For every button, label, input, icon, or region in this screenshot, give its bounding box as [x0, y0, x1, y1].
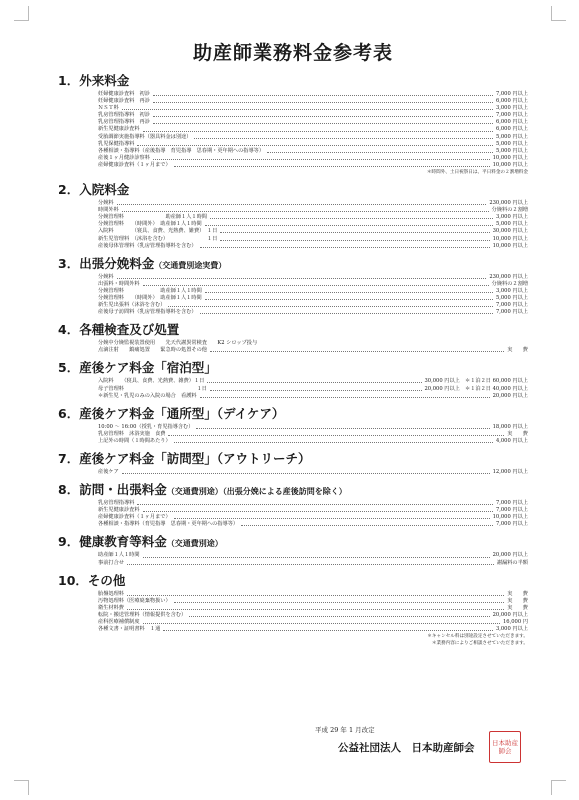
dot-leader: [168, 435, 504, 436]
fee-item-label: ＮＳＴ料: [98, 105, 119, 112]
dot-leader: [163, 630, 493, 631]
fee-row: [58, 98, 528, 105]
section: [58, 254, 528, 317]
fee-item-label: 分娩管理料 助産師１人１時間: [98, 287, 202, 294]
section-title-text: 2．入院料金: [58, 182, 130, 198]
section-title: [58, 532, 528, 550]
dot-leader: [122, 109, 493, 110]
section-title-text: 1．外来料金: [58, 73, 130, 88]
fee-item-price: 7,000 円以上: [495, 507, 528, 514]
fee-item-price: 16,000 円: [503, 619, 528, 626]
fee-item-price: 実 費: [507, 347, 528, 354]
fee-item-price: 7,000 円以上: [495, 91, 528, 97]
fee-item-price: 3,000 円以上: [495, 626, 528, 633]
fee-row: [58, 281, 528, 288]
dot-leader: [207, 382, 421, 383]
fee-item-label: 事前打合せ: [98, 559, 124, 566]
section-subtitle: （交通費別途実費）: [154, 260, 227, 270]
fee-item-price: 12,000 円以上: [492, 469, 528, 475]
dot-leader: [267, 152, 493, 153]
fee-item-label: 衛生材料費: [98, 604, 124, 611]
section-title-text: 6．産後ケア料金「通所型」（デイケア）: [58, 405, 285, 421]
dot-leader: [220, 240, 489, 241]
fee-row: [58, 162, 528, 169]
fee-item-price: 10,000 円以上: [492, 242, 528, 249]
dot-leader: [127, 564, 494, 565]
fee-row: [58, 552, 528, 559]
fee-item-price: 5,000 円以上: [495, 221, 528, 228]
section-title: [58, 320, 528, 338]
section-note: ＊時間外、土日祝祭日は、平日料金の２割増料金: [426, 170, 528, 176]
dot-leader: [174, 602, 505, 603]
fee-item-price: 7,000 円以上: [495, 302, 528, 309]
section-title-text: 4．各種検査及び処置: [58, 322, 180, 338]
fee-row: [58, 521, 528, 528]
fee-item-label: 妊婦健康診査料 初診: [98, 91, 150, 97]
dot-leader: [194, 138, 493, 139]
dot-leader: [205, 299, 493, 300]
dot-leader: [143, 623, 500, 624]
fee-item-price: 30,000 円以上 ＊１泊２日 60,000 円以上: [424, 378, 528, 385]
section-subtitle: （交通費別途）（出張分娩による産後訪問を除く）: [166, 487, 347, 497]
fee-item-label: 胎盤処理料: [98, 590, 124, 597]
fee-row: [58, 347, 528, 354]
fee-item-label: 乳房管理料 沐浴実施 食費: [98, 430, 166, 437]
fee-item-price: 7,000 円以上: [495, 521, 528, 528]
fee-item-price: 10,000 円以上: [492, 154, 528, 161]
fee-item-label: 上記外の時間（１時間あたり）: [98, 437, 171, 444]
sections: [58, 71, 528, 647]
section-title: [58, 571, 528, 589]
fee-item-label: 産科医療補償制度: [98, 619, 140, 626]
fee-row: [58, 378, 528, 385]
fee-item-price: 実 費: [507, 597, 528, 604]
fee-item-label: 助産師１人１時間: [98, 552, 140, 559]
fee-item-label: 分娩料: [98, 273, 114, 280]
fee-item-price: 5,000 円以上: [495, 133, 528, 140]
fee-item-label: 乳房管理指導料 初診: [98, 112, 150, 119]
fee-item-label: ＊新生児・乳児のみの入院の場合 看護料: [98, 392, 197, 399]
fee-item-price: 分娩料の２割増: [491, 207, 528, 214]
fee-item-label: 分娩管理料 助産師１人１時間: [98, 214, 207, 221]
fee-item-price: 10,000 円以上: [492, 161, 528, 168]
dot-leader: [143, 511, 493, 512]
dot-leader: [174, 518, 490, 519]
dot-leader: [174, 442, 493, 443]
fee-item-label: 産後母子訪問料（乳房管理指導料を含む）: [98, 309, 197, 316]
dot-leader: [174, 166, 490, 167]
dot-leader: [200, 313, 493, 314]
fee-item-label: 乳房管理指導料: [98, 500, 135, 507]
dot-leader: [137, 504, 493, 505]
fee-item-label: 産後母体管理料（乳房管理指導料を含む）: [98, 242, 197, 249]
fee-row: [58, 612, 528, 619]
fee-item-price: 3,000 円以上: [495, 214, 528, 221]
fee-row: [58, 598, 528, 605]
fee-item-price: 5,000 円以上: [495, 140, 528, 147]
fee-row: [58, 200, 528, 207]
fee-item-label: 産後１ヶ月健診診察料: [98, 154, 150, 161]
dot-leader: [153, 116, 493, 117]
section-title-text: 3．出張分娩料金: [58, 255, 155, 271]
fee-row: [58, 274, 528, 281]
fee-item-label: 分娩中分娩監視装置使用 先天代謝異常検査 K2 シロップ投与: [98, 340, 258, 347]
dot-leader: [153, 102, 493, 103]
section-title-text: 7．産後ケア料金「訪問型」（アウトリーチ）: [58, 451, 311, 466]
section: [58, 532, 528, 566]
dot-leader: [143, 131, 493, 132]
dot-leader: [220, 232, 489, 233]
section-note: ＊業務内容によりご相談させていただきます。: [431, 641, 528, 647]
dot-leader: [210, 351, 504, 352]
section-title-text: 5．産後ケア料金「宿泊型」: [58, 360, 217, 376]
fee-row: [58, 626, 528, 633]
fee-row: [58, 148, 528, 155]
fee-item-price: 7,000 円以上: [495, 112, 528, 119]
fee-row: [58, 591, 528, 598]
fee-item-label: 乳児保健指導料: [98, 140, 135, 147]
fee-item-label: 分娩管理料 （時間外） 助産師１人１時間: [98, 221, 202, 228]
fee-row: [58, 141, 528, 148]
section-title-text: 8．訪問・出張料金: [58, 482, 167, 498]
section-title: [58, 480, 528, 498]
fee-row: [58, 243, 528, 250]
fee-row: [58, 431, 528, 438]
fee-item-label: 産後ケア: [98, 469, 119, 475]
fee-item-price: 20,000 円以上: [492, 392, 528, 399]
fee-item-price: 230,000 円以上: [489, 200, 528, 207]
organization-name: 公益社団法人 日本助産師会: [338, 742, 475, 754]
fee-item-price: 3,000 円以上: [495, 105, 528, 112]
fee-row: [58, 295, 528, 302]
fee-row: [58, 288, 528, 295]
section-title: [58, 180, 528, 198]
fee-item-label: 汚物処理料（医療廃棄物扱い）: [98, 597, 171, 604]
fee-item-label: 新生児健康診査料: [98, 507, 140, 514]
dot-leader: [143, 557, 490, 558]
dot-leader: [122, 211, 489, 212]
section: [58, 571, 528, 648]
fee-item-price: 6,000 円以上: [495, 119, 528, 126]
fee-row: [58, 560, 528, 567]
page-title: 助産師業務料金参考表: [192, 42, 393, 64]
fee-row: [58, 469, 528, 476]
section: [58, 71, 528, 176]
fee-item-label: 新生児管理料 （沐浴を含む） １日: [98, 235, 218, 242]
fee-row: [58, 309, 528, 316]
fee-item-price: 7,000 円以上: [495, 309, 528, 316]
dot-leader: [153, 159, 490, 160]
fee-item-price: 10,000 円以上: [492, 235, 528, 242]
fee-item-price: 7,000 円以上: [495, 500, 528, 507]
fee-item-label: 各種相談・指導料（産後指導 育児指導 思春期・更年期への指導等）: [98, 147, 265, 154]
fee-row: [58, 605, 528, 612]
section-subtitle: （交通費別途）: [166, 539, 223, 549]
dot-leader: [241, 525, 493, 526]
fee-item-price: 20,000 円以上: [492, 552, 528, 559]
section: [58, 480, 528, 528]
fee-item-label: 10:00 ～ 16:00（授乳・育児指導含む）: [98, 423, 194, 430]
fee-item-label: 分娩料: [98, 200, 114, 207]
section-title-text: 9．健康教育等料金: [58, 534, 167, 550]
fee-item-label: 入院料 （寝具、食費、光熱費、雑費）１日: [98, 378, 205, 385]
fee-row: [58, 438, 528, 445]
crop-mark-tl: [14, 6, 29, 21]
dot-leader: [210, 390, 422, 391]
section: [58, 404, 528, 445]
organization-seal: 日本助産師会: [489, 731, 521, 763]
fee-item-price: 20,000 円以上: [492, 611, 528, 618]
dot-leader: [127, 609, 504, 610]
section: [58, 320, 528, 354]
section-title: [58, 404, 528, 422]
fee-item-price: 実 費: [507, 590, 528, 597]
fee-item-price: 30,000 円以上: [492, 228, 528, 235]
section-title: [58, 71, 528, 89]
fee-item-label: 入院料 （寝具、食費、光熱費、雑費） １日: [98, 228, 218, 235]
dot-leader: [168, 306, 492, 307]
fee-row: [58, 228, 528, 235]
fee-row: [58, 134, 528, 141]
fee-row: [58, 126, 528, 133]
dot-leader: [153, 95, 493, 96]
fee-table-page: [58, 38, 528, 647]
fee-row: [58, 386, 528, 393]
crop-mark-bl: [14, 780, 29, 795]
dot-leader: [200, 247, 490, 248]
fee-row: [58, 393, 528, 400]
fee-item-label: 母子管理料 １日: [98, 385, 207, 392]
dot-leader: [117, 204, 487, 205]
fee-item-price: 4,000 円以上: [495, 437, 528, 444]
fee-item-price: 20,000 円以上 ＊１泊２日 40,000 円以上: [424, 385, 528, 392]
section-title: [58, 449, 528, 467]
fee-item-label: 産婦健康診査料（１ヶ月まで）: [98, 161, 171, 168]
section-note: ＊キャンセル料は別途設定させていただきます。: [427, 634, 528, 640]
fee-item-price: 謝漏料の半額: [496, 559, 528, 566]
section-title: [58, 358, 528, 376]
fee-item-price: 10,000 円以上: [492, 514, 528, 521]
fee-item-label: 時間外料: [98, 207, 119, 214]
dot-leader: [153, 123, 493, 124]
fee-item-price: 230,000 円以上: [489, 273, 528, 280]
fee-item-label: 妊婦健康診査料 再診: [98, 98, 150, 105]
fee-row: [58, 424, 528, 431]
fee-item-label: 各種相談・指導料（育児指導 思春期・更年期への指導等）: [98, 521, 239, 528]
fee-item-label: 受胎調節実施指導料（器具料金は別途）: [98, 133, 192, 140]
section-title: [58, 254, 528, 272]
fee-item-label: 出張料・時間外料: [98, 280, 140, 287]
dot-leader: [189, 616, 489, 617]
revision-date: 平成 29 年 1 月改定: [315, 726, 375, 734]
fee-item-price: 6,000 円以上: [495, 98, 528, 105]
dot-leader: [127, 595, 504, 596]
fee-item-label: 新生児健康診査料: [98, 126, 140, 133]
fee-item-label: 乳房管理指導料 再診: [98, 119, 150, 126]
fee-item-price: 分娩料の２割増: [491, 280, 528, 287]
fee-item-price: 実 費: [507, 604, 528, 611]
fee-item-price: 5,000 円以上: [495, 147, 528, 154]
dot-leader: [205, 292, 493, 293]
section-title-text: 10．その他: [58, 572, 126, 588]
section: [58, 449, 528, 476]
section: [58, 180, 528, 250]
dot-leader: [143, 285, 489, 286]
fee-item-label: 分娩管理料 （時間外） 助産師１人１時間: [98, 294, 202, 301]
fee-item-label: 新生児出張料（沐浴を含む）: [98, 302, 166, 309]
dot-leader: [205, 225, 493, 226]
fee-item-price: 5,000 円以上: [495, 294, 528, 301]
fee-item-label: 転院・搬送管理料（情報提供を含む）: [98, 611, 187, 618]
crop-mark-br: [551, 780, 566, 795]
dot-leader: [137, 145, 493, 146]
fee-row: [58, 155, 528, 162]
crop-mark-tr: [551, 6, 566, 21]
dot-leader: [200, 397, 490, 398]
fee-item-label: 産婦健康診査料（１ヶ月まで）: [98, 514, 171, 521]
fee-item-label: 各種文書・証明書料 １通: [98, 626, 161, 633]
fee-item-price: 実 費: [507, 430, 528, 437]
dot-leader: [117, 278, 487, 279]
dot-leader: [122, 473, 490, 474]
fee-item-price: 18,000 円以上: [492, 423, 528, 430]
fee-item-label: 点滴注射 鎮痛処置 緊急時の処置その他: [98, 347, 207, 354]
section: [58, 358, 528, 399]
dot-leader: [210, 218, 493, 219]
dot-leader: [196, 428, 489, 429]
fee-item-price: 3,000 円以上: [495, 287, 528, 294]
fee-row: [58, 236, 528, 243]
fee-item-price: 6,000 円以上: [495, 126, 528, 133]
